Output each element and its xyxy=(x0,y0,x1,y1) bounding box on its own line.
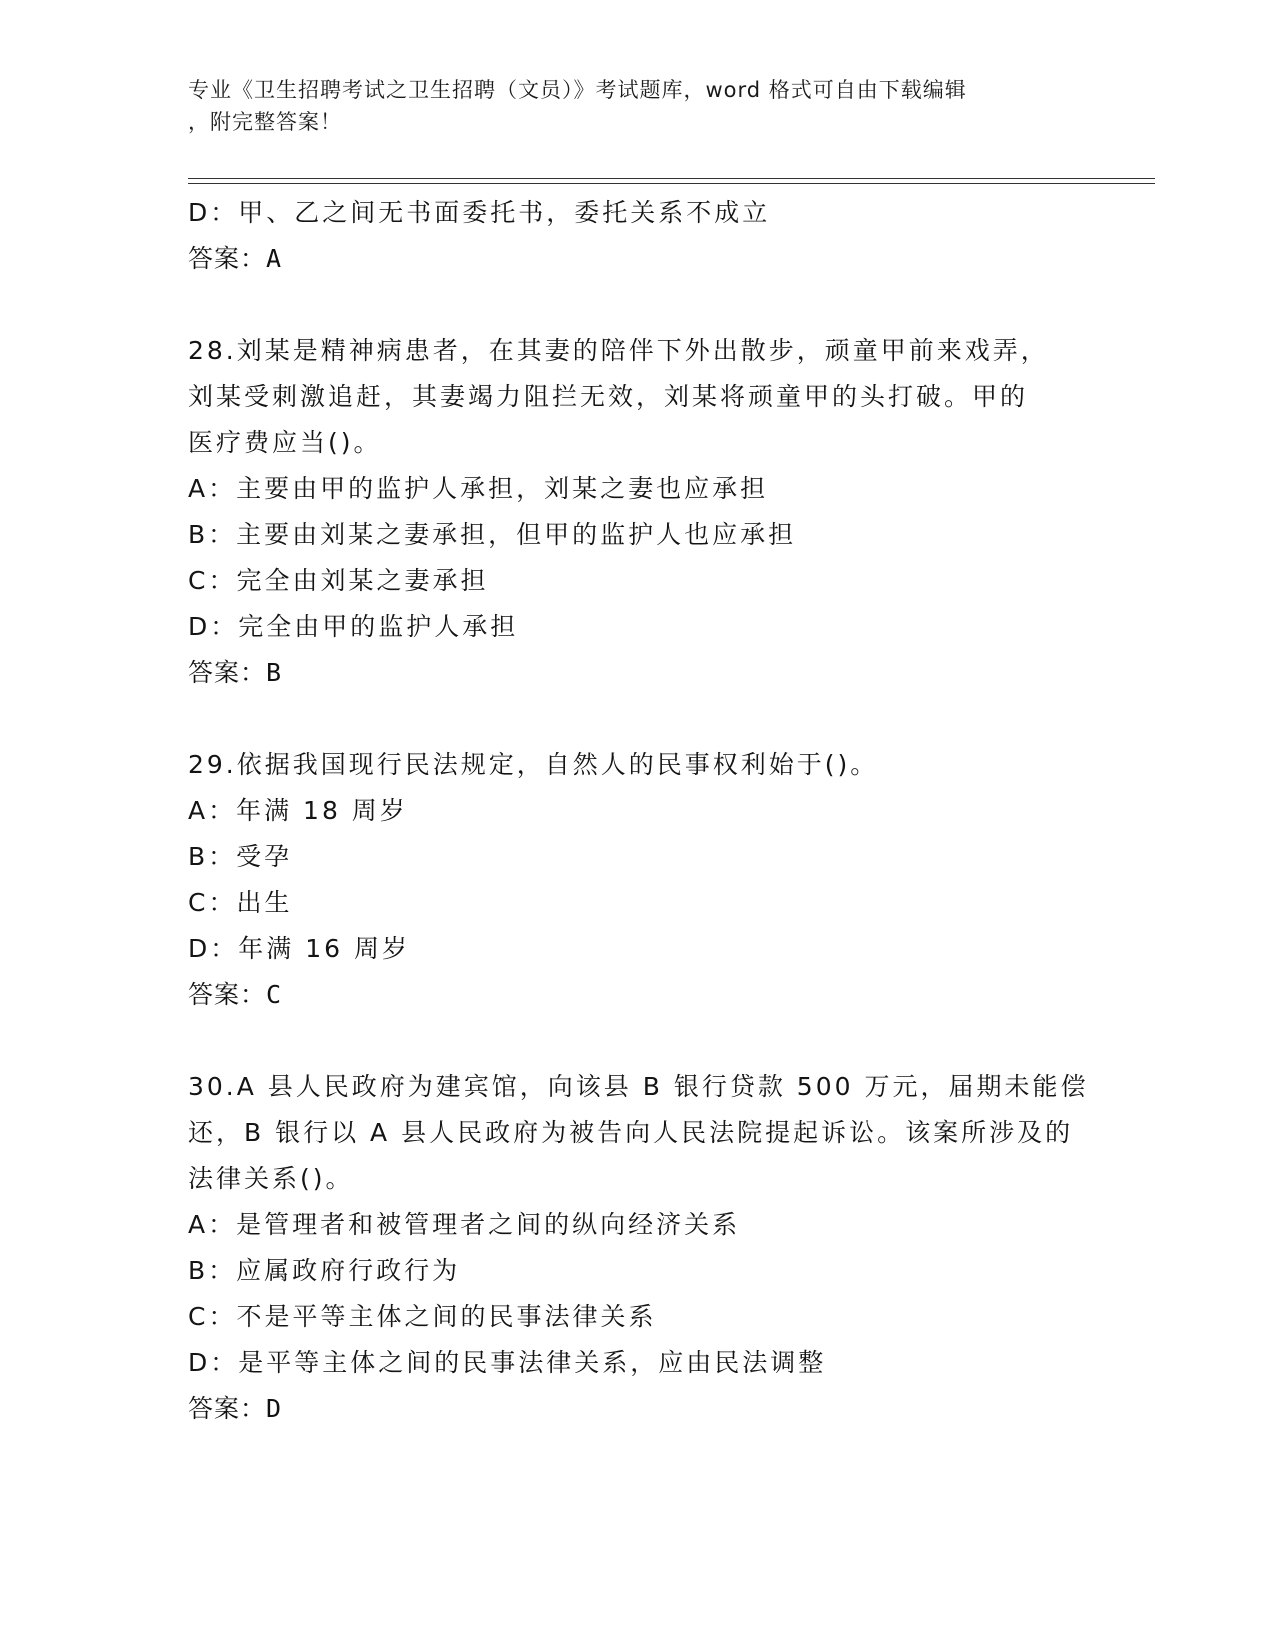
answer-line xyxy=(188,236,1128,282)
option-a: A：年满 18 周岁 xyxy=(188,796,408,825)
question-29 xyxy=(188,742,1128,1018)
answer-value: B xyxy=(266,658,283,687)
question-stem-line: 29.依据我国现行民法规定，自然人的民事权利始于()。 xyxy=(188,750,879,779)
answer-value: D xyxy=(266,1394,283,1423)
answer-label: 答案： xyxy=(188,244,267,273)
option-d: D：甲、乙之间无书面委托书，委托关系不成立 xyxy=(188,198,771,227)
header-title-line-1: 专业《卫生招聘考试之卫生招聘（文员）》考试题库，word 格式可自由下载编辑 xyxy=(188,78,967,102)
question-30 xyxy=(188,1064,1128,1432)
document-header xyxy=(188,74,1088,138)
option-b: B：应属政府行政行为 xyxy=(188,1256,461,1285)
answer-label: 答案： xyxy=(188,1394,267,1423)
question-stem-line: 28.刘某是精神病患者，在其妻的陪伴下外出散步，顽童甲前来戏弄， xyxy=(188,336,1049,365)
option-d: D：年满 16 周岁 xyxy=(188,934,410,963)
option-a: A：主要由甲的监护人承担，刘某之妻也应承担 xyxy=(188,474,769,503)
answer-label: 答案： xyxy=(188,658,267,687)
option-d: D：完全由甲的监护人承担 xyxy=(188,612,519,641)
answer-line xyxy=(188,650,1128,696)
question-stem-line: 还，B 银行以 A 县人民政府为被告向人民法院提起诉讼。该案所涉及的 xyxy=(188,1118,1074,1147)
header-divider-top xyxy=(188,178,1155,179)
question-list xyxy=(188,190,1128,1432)
option-a: A：是管理者和被管理者之间的纵向经济关系 xyxy=(188,1210,741,1239)
answer-label: 答案： xyxy=(188,980,267,1009)
question-stem-line: 30.A 县人民政府为建宾馆，向该县 B 银行贷款 500 万元，届期未能偿 xyxy=(188,1072,1089,1101)
spacer xyxy=(188,696,1128,742)
answer-value: A xyxy=(266,244,283,273)
header-divider-bottom xyxy=(188,183,1155,184)
spacer xyxy=(188,282,1128,328)
option-c: C：出生 xyxy=(188,888,293,917)
answer-line xyxy=(188,972,1128,1018)
question-stem-line: 刘某受刺激追赶，其妻竭力阻拦无效，刘某将顽童甲的头打破。甲的 xyxy=(188,382,1029,411)
question-28 xyxy=(188,328,1128,696)
spacer xyxy=(188,1018,1128,1064)
option-c: C：完全由刘某之妻承担 xyxy=(188,566,489,595)
header-title-line-2: ，附完整答案！ xyxy=(188,110,342,134)
option-c: C：不是平等主体之间的民事法律关系 xyxy=(188,1302,657,1331)
option-d: D：是平等主体之间的民事法律关系，应由民法调整 xyxy=(188,1348,827,1377)
answer-value: C xyxy=(266,980,283,1009)
question-stem-line: 医疗费应当()。 xyxy=(188,428,382,457)
option-b: B：受孕 xyxy=(188,842,293,871)
previous-question-tail xyxy=(188,190,1128,282)
question-stem-line: 法律关系()。 xyxy=(188,1164,354,1193)
option-b: B：主要由刘某之妻承担，但甲的监护人也应承担 xyxy=(188,520,797,549)
answer-line xyxy=(188,1386,1128,1432)
